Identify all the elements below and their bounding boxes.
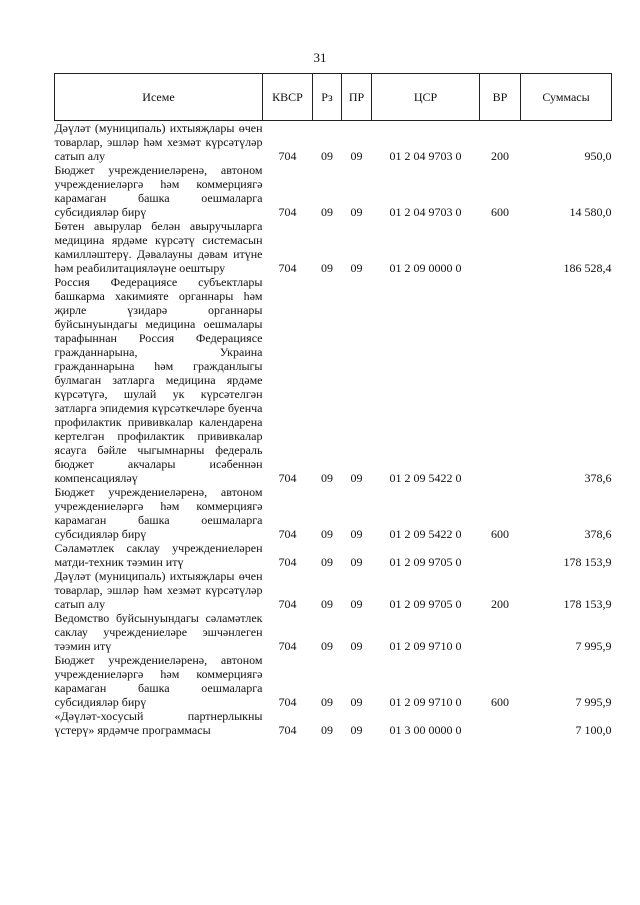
row-rz: 09 (321, 149, 333, 163)
row-sum: 178 153,9 (563, 555, 612, 569)
row-sum: 7 995,9 (575, 695, 612, 709)
table-row (55, 121, 612, 164)
table-row (55, 709, 612, 737)
row-vr: 200 (491, 149, 509, 163)
row-kvsr: 704 (278, 639, 297, 653)
row-vr (480, 219, 521, 275)
row-vr (480, 541, 521, 569)
row-rz: 09 (321, 723, 333, 737)
row-name: Дәүләт (муниципаль) ихтыяҗлары өчен товарлар, эшләр һәм хезмәт күрсәтүләр сатып алу (54, 121, 263, 163)
row-kvsr: 704 (278, 695, 297, 709)
row-name: Россия Федерациясе субъектлары башкарма хакимияте органнары һәм җирле үзидарә органнары буйсынуындагы медицина оешмалары тарафыннан Россия Федерациясе гражданнарына, Украина гражданнарына һәм гражданлыгы булмаган затларга медицина ярдәме күрсәтүгә, шулай ук күрсәтелгән затларга эпидемия күрсәткечләре буенча профилактик прививкалар календарена кертелгән профилактик прививкалар ясауга бәйле чыгымнарны федераль бюджет акчалары исәбеннән компенсацияләү (54, 275, 263, 485)
row-csr: 01 2 09 5422 0 (389, 471, 462, 485)
row-vr (480, 275, 521, 485)
row-kvsr: 704 (278, 149, 297, 163)
row-rz: 09 (321, 471, 333, 485)
header-rz: Рз (313, 74, 342, 121)
header-csr: ЦСР (372, 74, 480, 121)
row-kvsr: 704 (278, 723, 297, 737)
row-name: «Дәүләт-хосусый партнерлыкны үстерү» ярдәмче программасы (54, 709, 263, 737)
row-pr: 09 (350, 555, 363, 569)
row-kvsr: 704 (278, 205, 297, 219)
row-rz: 09 (321, 205, 333, 219)
row-name: Бюджет учреждениеләренә, автоном учреждениеләргә һәм коммерциягә карамаган башка оешмаларга субсидияләр бирү (54, 653, 263, 709)
row-pr: 09 (350, 261, 363, 275)
table-row (55, 163, 612, 219)
row-csr: 01 2 09 9705 0 (389, 555, 462, 569)
row-vr (480, 709, 521, 737)
budget-table (54, 73, 612, 737)
row-pr: 09 (350, 205, 363, 219)
row-rz: 09 (321, 527, 333, 541)
row-name: Бюджет учреждениеләренә, автоном учреждениеләргә һәм коммерциягә карамаган башка оешмаларга субсидияләр бирү (54, 485, 263, 541)
row-rz: 09 (321, 555, 333, 569)
row-sum: 378,6 (584, 527, 612, 541)
row-csr: 01 2 04 9703 0 (389, 149, 462, 163)
table-row (55, 653, 612, 709)
table-row (55, 275, 612, 485)
row-rz: 09 (321, 597, 333, 611)
row-sum: 14 580,0 (569, 205, 612, 219)
row-name: Сәламәтлек саклау учреждениеләрен матди-техник тәэмин итү (54, 541, 263, 569)
row-csr: 01 2 04 9703 0 (389, 205, 462, 219)
row-kvsr: 704 (278, 261, 297, 275)
row-sum: 178 153,9 (563, 597, 612, 611)
row-sum: 7 100,0 (575, 723, 612, 737)
row-csr: 01 2 09 5422 0 (389, 527, 462, 541)
row-csr: 01 2 09 9705 0 (389, 597, 462, 611)
row-pr: 09 (350, 471, 363, 485)
header-pr: ПР (342, 74, 372, 121)
row-pr: 09 (350, 723, 363, 737)
table-header-row (55, 74, 612, 121)
table-row (55, 219, 612, 275)
row-name: Дәүләт (муниципаль) ихтыяҗлары өчен товарлар, эшләр һәм хезмәт күрсәтүләр сатып алу (54, 569, 263, 611)
row-name: Бөтен авырулар белән авыручыларга медицина ярдәме күрсәтү системасын камилләштерү. Дәвалауны дәвам итүне һәм реабилитацияләүне оештыру (54, 219, 263, 275)
table-row (55, 611, 612, 653)
row-pr: 09 (350, 695, 363, 709)
header-vr: ВР (480, 74, 521, 121)
row-vr: 600 (491, 205, 509, 219)
row-vr: 600 (491, 695, 509, 709)
row-sum: 950,0 (584, 149, 612, 163)
page-number: 31 (313, 50, 327, 65)
table-row (55, 541, 612, 569)
row-csr: 01 2 09 9710 0 (389, 695, 462, 709)
header-sum: Суммасы (521, 74, 612, 121)
row-rz: 09 (321, 261, 333, 275)
row-pr: 09 (350, 149, 363, 163)
row-csr: 01 2 09 9710 0 (389, 639, 462, 653)
row-pr: 09 (350, 597, 363, 611)
row-pr: 09 (350, 527, 363, 541)
row-kvsr: 704 (278, 527, 297, 541)
row-rz: 09 (321, 695, 333, 709)
row-sum: 378,6 (584, 471, 612, 485)
row-csr: 01 2 09 0000 0 (389, 261, 462, 275)
row-sum: 7 995,9 (575, 639, 612, 653)
row-vr (480, 611, 521, 653)
table-row (55, 485, 612, 541)
row-kvsr: 704 (278, 597, 297, 611)
table-row (55, 569, 612, 611)
row-csr: 01 3 00 0000 0 (389, 723, 462, 737)
row-vr: 200 (491, 597, 509, 611)
row-pr: 09 (350, 639, 363, 653)
row-name: Бюджет учреждениеләренә, автоном учреждениеләргә һәм коммерциягә карамаган башка оешмаларга субсидияләр бирү (54, 163, 263, 219)
row-kvsr: 704 (278, 471, 297, 485)
row-vr: 600 (491, 527, 509, 541)
row-kvsr: 704 (278, 555, 297, 569)
row-rz: 09 (321, 639, 333, 653)
header-name: Исеме (55, 74, 263, 121)
row-sum: 186 528,4 (563, 261, 612, 275)
header-kvsr: КВСР (263, 74, 313, 121)
row-name: Ведомство буйсынуындагы сәламәтлек саклау учреждениеләре эшчәнлеген тәэмин итү (54, 611, 263, 653)
